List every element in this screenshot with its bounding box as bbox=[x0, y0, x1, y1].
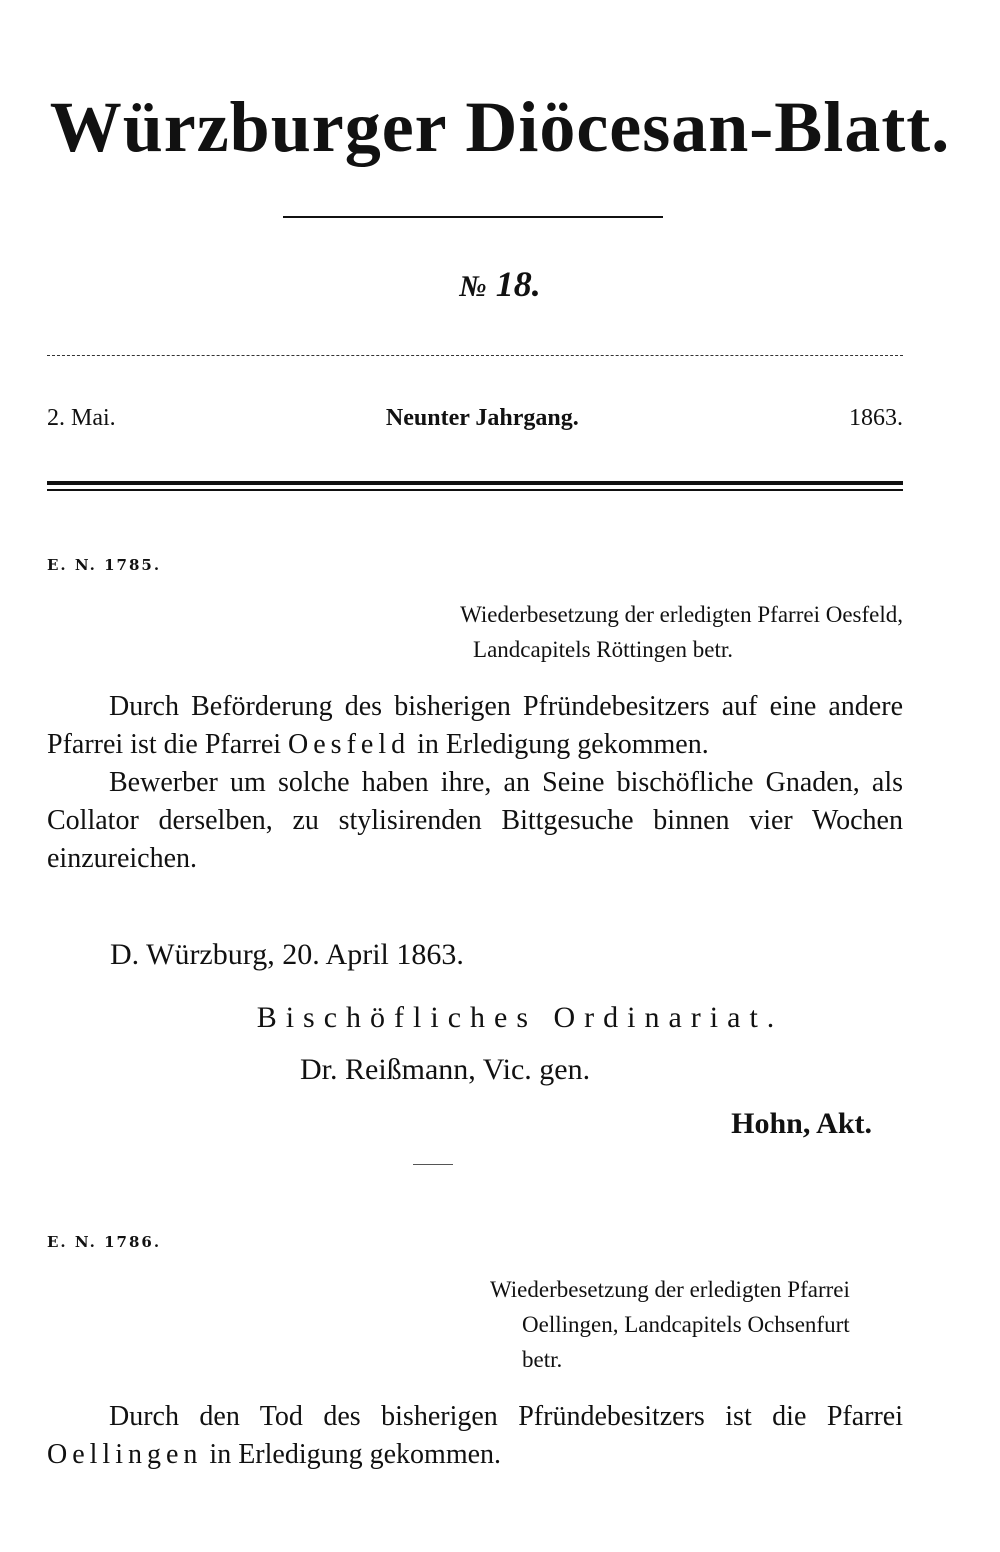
notice-2-body bbox=[47, 1398, 903, 1474]
notice-1-body-part1: Durch Beförderung des bisherigen Pfründebesitzers auf eine andere Pfarrei ist die Pfarrei bbox=[47, 691, 903, 760]
notice-2-subject-line-1: Wiederbesetzung der erledigten Pfarrei bbox=[490, 1277, 850, 1302]
notice-2-paragraph-1 bbox=[47, 1398, 903, 1474]
notice-1-place: Oesfeld bbox=[288, 729, 411, 760]
notice-1-subject-line-2: Landcapitels Röttingen betr. bbox=[473, 637, 733, 662]
title-rule bbox=[283, 216, 663, 218]
notice-1-subject bbox=[460, 597, 903, 667]
date-line bbox=[47, 401, 903, 435]
notice-2-body-part1: Durch den Tod des bisherigen Pfründebesitzers ist die Pfarrei bbox=[109, 1401, 903, 1432]
dashed-rule bbox=[47, 355, 903, 356]
issue-volume: Neunter Jahrgang. bbox=[385, 405, 579, 431]
notice-separator bbox=[413, 1164, 453, 1165]
notice-1-body-part2: in Erledigung gekommen. bbox=[417, 729, 709, 760]
notice-2-subject bbox=[490, 1272, 850, 1377]
masthead-title: Würzburger Diöcesan-Blatt. bbox=[49, 87, 951, 167]
notice-1-body bbox=[47, 688, 903, 878]
notice-2-subject-line-2: Oellingen, Landcapitels Ochsenfurt bbox=[522, 1312, 850, 1337]
notice-1-signer: Dr. Reißmann, Vic. gen. bbox=[300, 1053, 591, 1086]
notice-1-dateline: D. Würzburg, 20. April 1863. bbox=[110, 938, 464, 971]
notice-1-paragraph-1 bbox=[47, 688, 903, 764]
double-rule-thin bbox=[47, 489, 903, 491]
issue-year: 1863. bbox=[849, 405, 903, 431]
notice-2-subject-line-3: betr. bbox=[522, 1347, 563, 1372]
issue-number-value: 18. bbox=[495, 264, 541, 304]
issue-number-label: № bbox=[459, 270, 487, 303]
notice-1-office: Bischöfliches Ordinariat. bbox=[256, 1001, 784, 1034]
notice-1-subject-line-1: Wiederbesetzung der erledigten Pfarrei Oesfeld, bbox=[460, 602, 903, 627]
issue-number bbox=[0, 262, 1000, 309]
notice-1-paragraph-2: Bewerber um solche haben ihre, an Seine bischöfliche Gnaden, als Collator derselben, zu stylisirenden Bittgesuche binnen vier Wochen einzureichen. bbox=[47, 767, 903, 874]
notice-2-ref: E. N. 1786. bbox=[47, 1233, 162, 1251]
notice-1-ref: E. N. 1785. bbox=[47, 556, 162, 574]
notice-2-place: Oellingen bbox=[47, 1439, 203, 1470]
issue-date: 2. Mai. bbox=[47, 405, 116, 431]
notice-2-body-part2: in Erledigung gekommen. bbox=[209, 1439, 502, 1470]
double-rule-thick bbox=[47, 481, 903, 485]
notice-1-clerk: Hohn, Akt. bbox=[731, 1107, 872, 1140]
